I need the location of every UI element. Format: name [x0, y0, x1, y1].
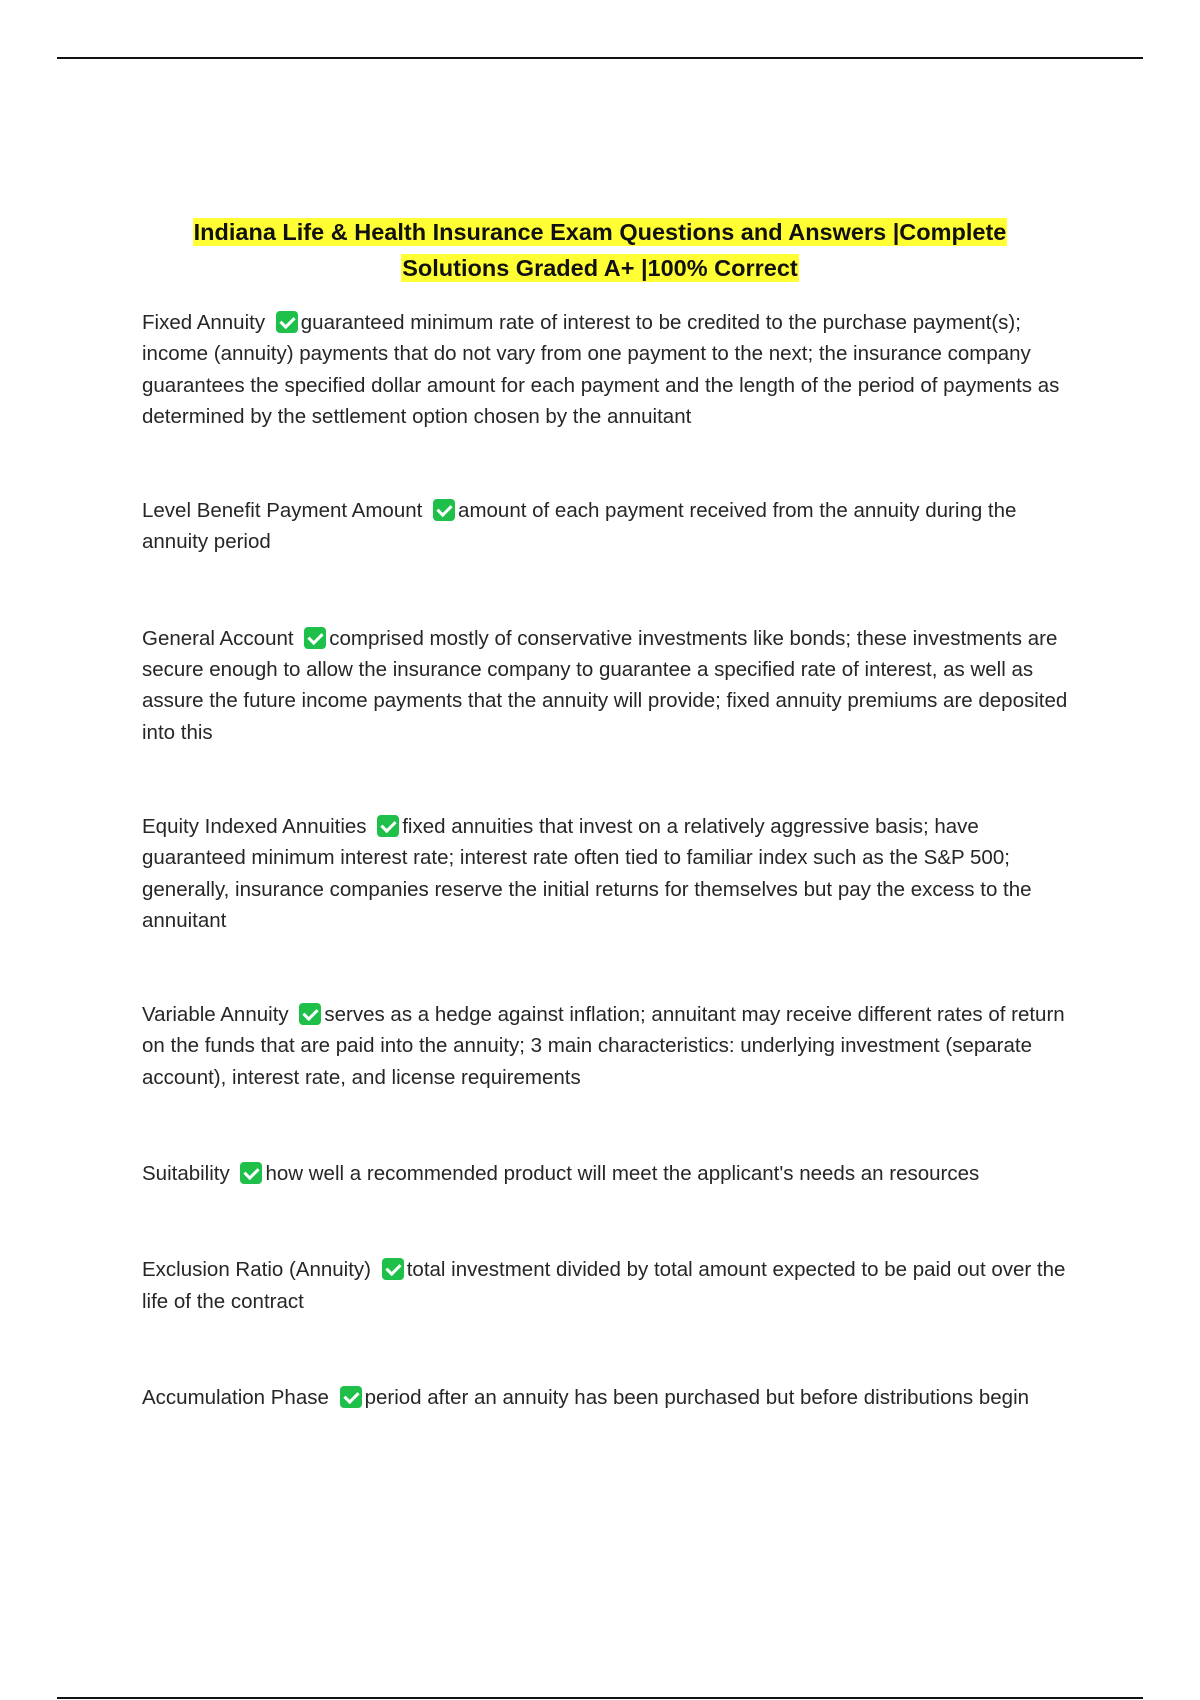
qa-entry: [142, 999, 1072, 1093]
entry-term: Equity Indexed Annuities: [142, 814, 367, 838]
entry-term: Exclusion Ratio (Annuity): [142, 1258, 372, 1282]
entry-definition: period after an annuity has been purchased but before distributions begin: [364, 1385, 1030, 1409]
title-line-2: Solutions Graded A+ |100% Correct: [402, 255, 798, 281]
entry-definition: amount of each payment received from the annuity during the annuity period: [142, 499, 1017, 554]
entry-definition: serves as a hedge against inflation; annuitant may receive different rates of return on the funds that are paid into the annuity; 3 main characteristics: underlying investment (separate account), interest rate, and license requirements: [142, 1003, 1065, 1089]
entry-term: Level Benefit Payment Amount: [142, 499, 423, 523]
entry-term: Accumulation Phase: [142, 1385, 329, 1409]
check-box-icon: [240, 1162, 262, 1184]
entry-term: Fixed Annuity: [142, 311, 266, 334]
check-box-icon: [276, 311, 298, 333]
entry-definition: comprised mostly of conservative investments like bonds; these investments are secure enough to allow the insurance company to guarantee a specified rate of interest, as well as assure the future income payments that the annuity will provide; fixed annuity premiums are deposited into this: [142, 626, 1068, 744]
entry-definition: fixed annuities that invest on a relatively aggressive basis; have guaranteed minimum interest rate; interest rate often tied to familiar index such as the S&P 500; generally, insurance companies reserve the initial returns for themselves but pay the excess to the annuitant: [142, 814, 1032, 932]
check-box-icon: [433, 499, 455, 521]
qa-entry: [142, 811, 1072, 936]
qa-entry: [142, 495, 1072, 558]
check-box-icon: [299, 1003, 321, 1025]
qa-entry: [142, 1158, 1072, 1189]
entry-definition: how well a recommended product will meet the applicant's needs an resources: [265, 1162, 980, 1186]
check-box-icon: [382, 1258, 404, 1280]
qa-entry: [142, 1382, 1072, 1413]
bottom-divider: [57, 1697, 1143, 1699]
check-box-icon: [340, 1386, 362, 1408]
entry-term: General Account: [142, 626, 294, 650]
entry-definition: total investment divided by total amount expected to be paid out over the life of the contract: [142, 1258, 1066, 1313]
document-title: [100, 214, 1100, 286]
title-line-1: Indiana Life & Health Insurance Exam Questions and Answers |Complete: [193, 219, 1007, 245]
qa-entry: [142, 1254, 1072, 1317]
qa-list: [142, 307, 1072, 1413]
qa-entry: [142, 307, 1072, 432]
entry-term: Variable Annuity: [142, 1003, 289, 1027]
entry-definition: guaranteed minimum rate of interest to be credited to the purchase payment(s); income (annuity) payments that do not vary from one payment to the next; the insurance company guarantees the specified dollar amount for each payment and the length of the period of payments as determined by the settlement option chosen by the annuitant: [142, 311, 1060, 428]
check-box-icon: [377, 815, 399, 837]
entry-term: Suitability: [142, 1162, 230, 1186]
top-divider: [57, 57, 1143, 59]
qa-entry: [142, 623, 1072, 748]
check-box-icon: [304, 627, 326, 649]
